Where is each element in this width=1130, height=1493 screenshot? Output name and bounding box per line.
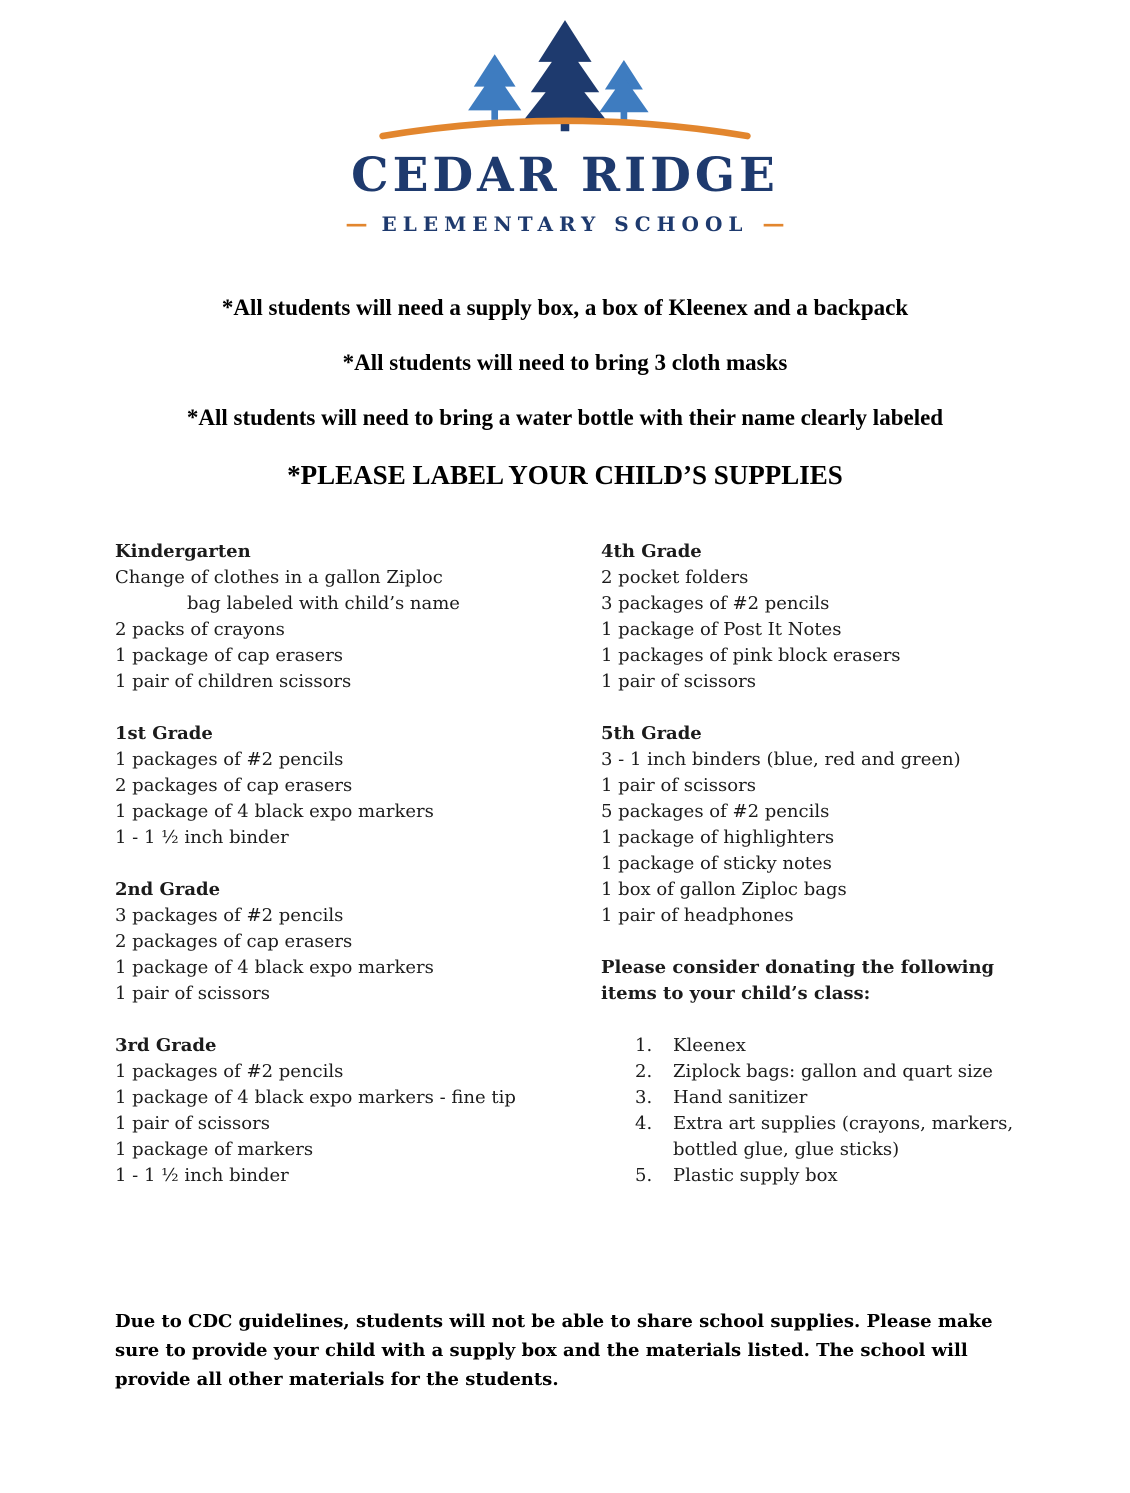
grade-section	[115, 1033, 601, 1189]
grade-title: 2nd Grade	[115, 878, 221, 900]
school-name: CEDAR RIDGE	[351, 148, 779, 203]
supply-item: 1 package of highlighters	[601, 826, 835, 848]
supply-item: 1 packages of pink block erasers	[601, 644, 901, 666]
supply-item: 1 packages of #2 pencils	[115, 748, 344, 770]
grade-section	[115, 721, 601, 851]
supply-item: 1 pair of scissors	[601, 774, 756, 796]
donation-item-number: 3.	[635, 1086, 653, 1108]
supply-item: 1 package of Post It Notes	[601, 618, 842, 640]
school-type-row	[0, 211, 1130, 237]
donation-item-number: 1.	[635, 1034, 653, 1056]
supply-item: 1 package of 4 black expo markers	[115, 956, 434, 978]
pine-tree-icon-left	[468, 54, 521, 120]
pine-tree-icon-center	[523, 20, 607, 131]
label-supplies-notice: *PLEASE LABEL YOUR CHILD’S SUPPLIES	[287, 459, 843, 490]
supply-item: 1 package of cap erasers	[115, 644, 344, 666]
grade-title: 5th Grade	[601, 722, 702, 744]
supply-item: 1 box of gallon Ziploc bags	[601, 878, 847, 900]
left-column	[115, 539, 601, 1215]
supply-item: 1 pair of children scissors	[115, 670, 352, 692]
notice-supply-box: *All students will need a supply box, a box of Kleenex and a backpack	[221, 294, 909, 320]
donation-item	[635, 1059, 1046, 1085]
supply-item: 3 - 1 inch binders (blue, red and green)	[601, 748, 961, 770]
supply-item: 1 package of sticky notes	[601, 852, 832, 874]
supply-columns	[0, 539, 1130, 1215]
donation-item	[635, 1111, 1046, 1163]
grade-title: 1st Grade	[115, 722, 213, 744]
supply-item: 2 packages of cap erasers	[115, 774, 353, 796]
donation-item-number: 2.	[635, 1060, 653, 1082]
school-type: ELEMENTARY SCHOOL	[381, 211, 749, 236]
donation-item-text: Extra art supplies (crayons, markers, bottled glue, glue sticks)	[673, 1112, 1014, 1160]
footer-note: Due to CDC guidelines, students will not be able to share school supplies. Please make sure to provide your child with a supply box and the materials listed. The school will provide all other materials for the students.	[115, 1310, 993, 1390]
notice-cloth-masks: *All students will need to bring 3 cloth masks	[342, 349, 788, 375]
supply-item: 1 pair of headphones	[601, 904, 794, 926]
notice-water-bottle: *All students will need to bring a water bottle with their name clearly labeled	[186, 404, 944, 430]
notices	[0, 295, 1130, 431]
supply-item: 1 package of 4 black expo markers - fine tip	[115, 1086, 516, 1108]
grade-section	[601, 539, 1046, 695]
supply-item: 3 packages of #2 pencils	[115, 904, 344, 926]
supply-item: 1 - 1 ½ inch binder	[115, 826, 289, 848]
supply-item: 1 packages of #2 pencils	[115, 1060, 344, 1082]
supply-item: bag labeled with child’s name	[187, 592, 460, 614]
supply-item: 1 package of markers	[115, 1138, 314, 1160]
supply-item: 3 packages of #2 pencils	[601, 592, 830, 614]
grade-title: 4th Grade	[601, 540, 702, 562]
supply-item: 1 pair of scissors	[115, 1112, 270, 1134]
donation-item-text: Kleenex	[673, 1034, 746, 1056]
donation-item	[635, 1033, 1046, 1059]
grade-section	[115, 539, 601, 695]
supply-item: 1 pair of scissors	[115, 982, 270, 1004]
pine-tree-icon-right	[599, 60, 648, 122]
right-column-sections	[601, 539, 1046, 929]
donation-item-text: Ziplock bags: gallon and quart size	[673, 1060, 993, 1082]
supply-item: Change of clothes in a gallon Ziploc	[115, 566, 443, 588]
supply-item: 2 packs of crayons	[115, 618, 285, 640]
donation-item-number: 4.	[635, 1112, 653, 1134]
school-logo	[0, 0, 1130, 237]
right-column	[601, 539, 1046, 1215]
donation-item	[635, 1163, 1046, 1189]
donation-list	[601, 1033, 1046, 1189]
supply-item: 2 pocket folders	[601, 566, 749, 588]
supply-item: 2 packages of cap erasers	[115, 930, 353, 952]
logo-dash-left: —	[345, 210, 368, 237]
donation-item	[635, 1085, 1046, 1111]
grade-title: Kindergarten	[115, 540, 251, 562]
logo-dash-right: —	[762, 210, 785, 237]
grade-title: 3rd Grade	[115, 1034, 217, 1056]
supply-item: 1 package of 4 black expo markers	[115, 800, 434, 822]
supply-item: 1 pair of scissors	[601, 670, 756, 692]
donation-item-text: Hand sanitizer	[673, 1086, 808, 1108]
donation-item-text: Plastic supply box	[673, 1164, 838, 1186]
supply-item: 1 - 1 ½ inch binder	[115, 1164, 289, 1186]
donation-item-number: 5.	[635, 1164, 653, 1186]
supply-item: 5 packages of #2 pencils	[601, 800, 830, 822]
donation-heading: Please consider donating the following items to your child’s class:	[601, 956, 995, 1004]
grade-section	[115, 877, 601, 1007]
logo-trees-graphic	[375, 12, 755, 146]
grade-section	[601, 721, 1046, 929]
